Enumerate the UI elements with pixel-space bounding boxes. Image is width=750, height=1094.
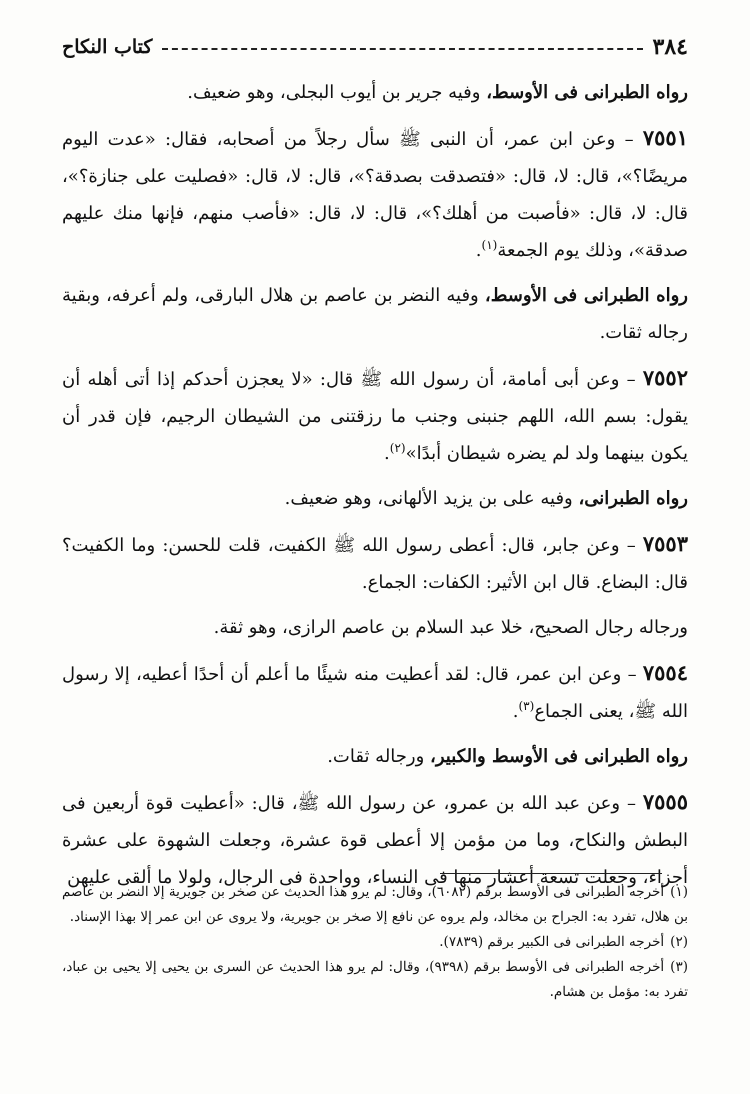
- hadith-number: ٧٥٥٢: [642, 365, 688, 390]
- hadith-number: ٧٥٥١: [642, 125, 688, 150]
- source-lead: رواه الطبرانى فى الأوسط،: [484, 285, 688, 306]
- paragraph-source-note: [62, 480, 688, 517]
- paragraph-source-note: [62, 74, 688, 111]
- paragraph-source-note: [62, 738, 688, 775]
- paragraph-narrators-note: [62, 609, 688, 646]
- source-lead: رواه الطبرانى فى الأوسط والكبير،: [430, 746, 688, 767]
- page-number: ٣٨٤: [652, 34, 688, 60]
- paragraph-text: – وعن عبد الله بن عمرو، عن رسول الله ﷺ، قال: «أعطيت قوة أربعين فى البطش والنكاح، وما من مؤمن إلا أعطى قوة عشرة، وجعلت الشهوة على عشرة أجزاء، وجعلت تسعة أعشار منها فى النساء، وواحدة فى الرجال، ولولا ما ألقى عليهن: [62, 793, 688, 888]
- paragraph-text: – وعن ابن عمر، أن النبى ﷺ سأل رجلاً من أصحابه، فقال: «عدت اليوم مريضًا؟»، قال: لا، قال: «فتصدقت بصدقة؟»، قال: لا، قال: «فصليت على جنازة؟»، قال: لا، قال: «فأصبت من أهلك؟»، قال: لا، قال: «فأصب منهم، فإنها منك عليهم صدقة»، وذلك يوم الجمعة: [62, 129, 689, 261]
- hadith-number: ٧٥٥٥: [642, 789, 688, 814]
- paragraph-source-note: [62, 277, 688, 351]
- paragraph-tail: .: [384, 443, 390, 464]
- footnote-1: [62, 880, 688, 930]
- footnotes: [62, 880, 688, 1005]
- source-lead: رواه الطبرانى،: [578, 488, 688, 509]
- paragraph-text: وفيه جرير بن أيوب البجلى، وهو ضعيف.: [187, 82, 487, 103]
- footnote-marker[interactable]: (٢): [389, 441, 406, 455]
- footnote-3: [62, 955, 688, 1005]
- paragraph-text: ورجاله رجال الصحيح، خلا عبد السلام بن عاصم الرازى، وهو ثقة.: [213, 617, 688, 638]
- main-text: [62, 74, 688, 896]
- header-divider: [162, 48, 642, 50]
- paragraph-text: – وعن جابر، قال: أعطى رسول الله ﷺ الكفيت، قلت للحسن: وما الكفيت؟ قال: البضاع. قال ابن الأثير: الكفات: الجماع.: [62, 535, 688, 593]
- footnote-text: أخرجه الطبرانى فى الكبير برقم (٧٨٣٩).: [439, 934, 665, 950]
- footnote-divider: [440, 873, 662, 874]
- paragraph-tail: .: [475, 240, 482, 261]
- hadith-7551: [62, 119, 688, 269]
- hadith-7552: [62, 359, 688, 472]
- book-title: كتاب النكاح: [62, 36, 153, 58]
- footnote-text: أخرجه الطبرانى فى الأوسط برقم (٩٣٩٨)، وقال: لم يرو هذا الحديث عن السرى بن يحيى إلا يحيى بن عباد، تفرد به: مؤمل بن هشام.: [62, 959, 688, 1000]
- footnote-2: [62, 930, 688, 955]
- footnote-number: (٢): [670, 934, 688, 950]
- footnote-text: أخرجه الطبرانى فى الأوسط برقم (٦٠٨٢)، وقال: لم يرو هذا الحديث عن صخر بن جويرية إلا النضر بن عاصم بن هلال، تفرد به: الجراح بن مخالد، ولم يروه عن نافع إلا صخر بن جويرية، ولا يروى عن ابن عمر إلا بهذا الإسناد.: [62, 884, 688, 925]
- paragraph-text: وفيه على بن يزيد الألهانى، وهو ضعيف.: [284, 488, 579, 509]
- paragraph-text: ورجاله ثقات.: [327, 746, 431, 767]
- paragraph-text: – وعن ابن عمر، قال: لقد أعطيت منه شيئًا ما أعلم أن أحدًا أعطيه، إلا رسول الله ﷺ، يعنى الجماع: [62, 664, 688, 722]
- page-header: [62, 30, 688, 64]
- footnote-marker[interactable]: (١): [481, 238, 498, 252]
- paragraph-tail: .: [512, 701, 519, 722]
- footnote-number: (٣): [670, 959, 688, 975]
- hadith-7554: [62, 654, 688, 730]
- hadith-7553: [62, 525, 688, 601]
- hadith-number: ٧٥٥٣: [642, 531, 688, 556]
- footnote-marker[interactable]: (٣): [518, 699, 535, 713]
- paragraph-text: – وعن أبى أمامة، أن رسول الله ﷺ قال: «لا يعجزن أحدكم إذا أتى أهله أن يقول: بسم الله، اللهم جنبنى وجنب ما رزقتنى من الشيطان الرجيم، فإن قدر أن يكون بينهما ولد لم يضره شيطان أبدًا»: [62, 369, 688, 464]
- hadith-number: ٧٥٥٤: [642, 660, 688, 685]
- paragraph-text: وفيه النضر بن عاصم بن هلال البارقى، ولم أعرفه، وبقية رجاله ثقات.: [62, 285, 688, 343]
- source-lead: رواه الطبرانى فى الأوسط،: [486, 82, 688, 103]
- footnote-number: (١): [670, 884, 688, 900]
